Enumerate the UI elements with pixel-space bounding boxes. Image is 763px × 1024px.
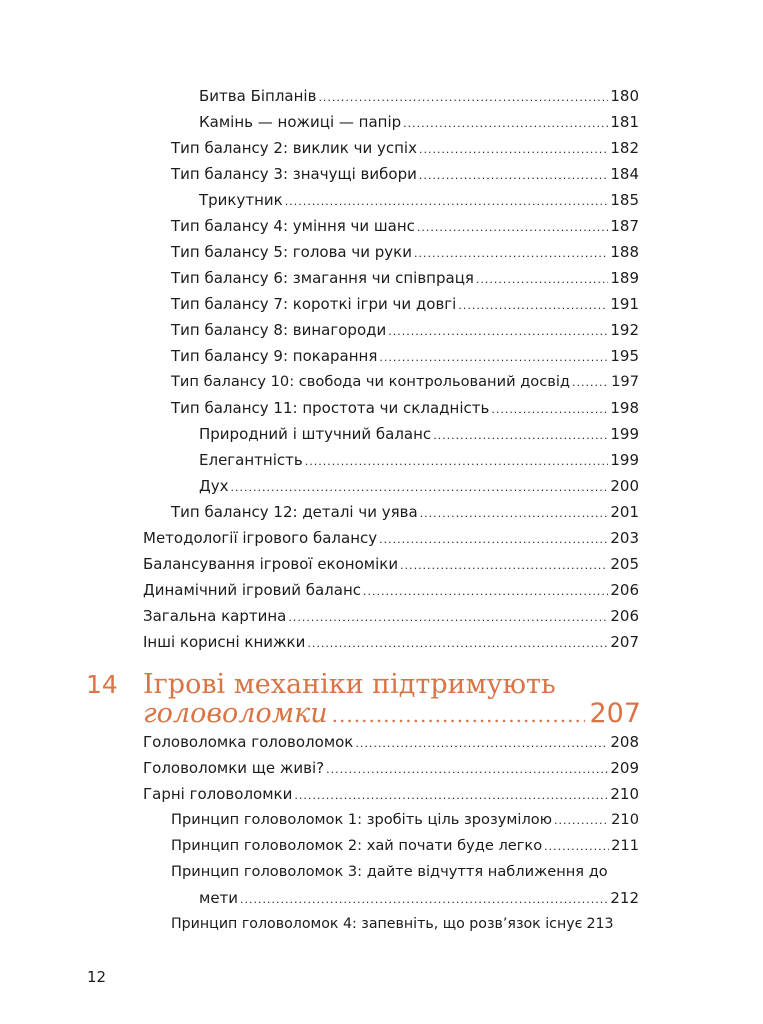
toc-entry-title: Головоломка головоломок (143, 733, 354, 751)
dot-leader (288, 605, 608, 631)
chapter-title-line2: головоломки (143, 698, 328, 729)
toc-entry-title: Тип балансу 6: змагання чи співпраця (171, 269, 474, 287)
toc-entry[interactable] (199, 473, 639, 499)
toc-entry-page: 200 (610, 477, 639, 495)
toc-entry-title: Битва Біпланів (199, 87, 317, 105)
toc-entry-title: Камінь — ножиці — папір (199, 113, 402, 131)
toc-entry-title: Тип балансу 4: уміння чи шанс (171, 217, 415, 235)
dot-leader (544, 834, 609, 860)
toc-entry-title: Тип балансу 3: значущі вибори (171, 165, 417, 183)
toc-entry-page: 185 (610, 191, 639, 209)
dot-leader (400, 553, 608, 579)
toc-entry-title: Тип балансу 5: голова чи руки (171, 243, 412, 261)
toc-entry-page: 208 (610, 733, 639, 751)
toc-entry[interactable] (171, 807, 639, 833)
toc-entry[interactable] (143, 755, 639, 781)
dot-leader (240, 887, 608, 913)
toc-entry[interactable] (171, 499, 639, 525)
toc-entry[interactable] (171, 239, 639, 265)
toc-entry-title: Загальна картина (143, 607, 287, 625)
chapter-title-line1: Ігрові механіки підтримують (143, 669, 556, 700)
dot-leader (363, 579, 608, 605)
chapter-page: 207 (589, 698, 641, 729)
toc-entry-page: 213 (586, 916, 614, 932)
page-number: 12 (87, 968, 107, 986)
toc-entry[interactable] (143, 525, 639, 551)
toc-entry-title: Тип балансу 12: деталі чи уява (171, 503, 418, 521)
dot-leader (332, 699, 586, 731)
dot-leader (476, 267, 608, 293)
dot-leader (491, 397, 608, 423)
toc-entry[interactable] (171, 265, 639, 291)
toc-entry[interactable] (171, 833, 639, 859)
toc-entry[interactable] (171, 317, 639, 343)
toc-entry-title: Тип балансу 10: свобода чи контрольований досвід (171, 373, 570, 390)
dot-leader (230, 475, 608, 501)
toc-entry[interactable] (199, 187, 639, 213)
toc-entry[interactable] (171, 369, 639, 395)
dot-leader (307, 631, 608, 657)
toc-entry[interactable] (171, 395, 639, 421)
toc-entry-title: Тип балансу 8: винагороди (171, 321, 387, 339)
dot-leader (305, 449, 609, 475)
toc-entry[interactable] (143, 781, 639, 807)
toc-entry-title: Інші корисні книжки (143, 633, 306, 651)
toc-entry[interactable] (171, 911, 639, 937)
toc-entry-page: 197 (611, 373, 639, 390)
dot-leader (294, 783, 608, 809)
toc-entry-title: Тип балансу 11: простота чи складність (171, 399, 490, 417)
toc-entry-page: 187 (610, 217, 639, 235)
dot-leader (419, 137, 608, 163)
dot-leader (419, 163, 609, 189)
dot-leader (388, 319, 608, 345)
toc-entry-page: 195 (610, 347, 639, 365)
toc-entry-title: Головоломки ще живі? (143, 759, 325, 777)
toc-entry-title: Методології ігрового балансу (143, 529, 378, 547)
dot-leader (285, 189, 609, 215)
dot-leader (572, 370, 609, 396)
toc-entry-page: 205 (610, 555, 639, 573)
toc-entry[interactable] (199, 109, 639, 135)
toc-entry-page: 212 (610, 889, 639, 907)
toc-entry[interactable] (171, 291, 639, 317)
toc-entry[interactable] (171, 135, 639, 161)
toc-entry-page: 184 (610, 165, 639, 183)
toc-entry-page: 209 (610, 759, 639, 777)
toc-entry-title: Елегантність (199, 451, 303, 469)
toc-entry-title: Гарні головоломки (143, 785, 293, 803)
toc-entry[interactable] (143, 629, 639, 655)
toc-entry[interactable] (171, 161, 639, 187)
dot-leader (403, 111, 608, 137)
toc-entry-page: 210 (611, 811, 639, 828)
toc-entry-page: 203 (610, 529, 639, 547)
toc-entry-title: Дух (199, 477, 229, 495)
toc-entry[interactable] (171, 343, 639, 369)
toc-entry-title: Тип балансу 7: короткі ігри чи довгі (171, 295, 457, 313)
chapter-title-line2-row (143, 698, 641, 731)
toc-entry-page: 210 (610, 785, 639, 803)
toc-entry-title: Природний і штучний баланс (199, 425, 432, 443)
toc-entry-page: 206 (610, 607, 639, 625)
dot-leader (326, 757, 608, 783)
toc-entry-page: 201 (610, 503, 639, 521)
dot-leader (379, 527, 608, 553)
toc-entry-page: 199 (610, 451, 639, 469)
dot-leader (458, 293, 608, 319)
toc-entry-page: 211 (611, 837, 639, 854)
toc-entry-title: Принцип головоломок 4: запевніть, що розв’язок існує (171, 916, 583, 932)
toc-entry[interactable] (199, 421, 639, 447)
toc-entry[interactable] (199, 447, 639, 473)
toc-entry-page: 180 (610, 87, 639, 105)
toc-entry-page: 182 (610, 139, 639, 157)
dot-leader (414, 241, 608, 267)
toc-entry-title: Трикутник (199, 191, 283, 209)
toc-entry[interactable] (199, 83, 639, 109)
dot-leader (420, 501, 609, 527)
toc-entry-title: Принцип головоломок 2: хай почати буде легко (171, 837, 543, 854)
toc-entry[interactable] (143, 577, 639, 603)
toc-entry[interactable] (143, 729, 639, 755)
dot-leader (554, 808, 609, 834)
toc-entry[interactable] (171, 213, 639, 239)
toc-entry-page: 206 (610, 581, 639, 599)
toc-entry-page: 192 (610, 321, 639, 339)
toc-entry[interactable] (199, 885, 639, 911)
toc-entry-page: 188 (610, 243, 639, 261)
dot-leader (379, 345, 608, 371)
toc-entry[interactable] (143, 551, 639, 577)
toc-entry-page: 207 (610, 633, 639, 651)
chapter-number: 14 (86, 670, 118, 699)
toc-entry-page: 191 (610, 295, 639, 313)
toc-entry-title: Тип балансу 2: виклик чи успіх (171, 139, 417, 157)
dot-leader (355, 731, 608, 757)
toc-entry-page: 189 (610, 269, 639, 287)
toc-entry-title: Динамічний ігровий баланс (143, 581, 362, 599)
toc-entry-page: 198 (610, 399, 639, 417)
toc-entry-page: 199 (610, 425, 639, 443)
dot-leader (417, 215, 608, 241)
toc-entry-title-continuation: мети (199, 889, 239, 907)
toc-entry-page: 181 (610, 113, 639, 131)
toc-entry-title-wrapped[interactable]: Принцип головоломок 3: дайте відчуття наближення до (171, 863, 608, 880)
toc-entry-title: Тип балансу 9: покарання (171, 347, 378, 365)
toc-entry[interactable] (143, 603, 639, 629)
toc-entry-title: Балансування ігрової економіки (143, 555, 399, 573)
toc-entry-title: Принцип головоломок 1: зробіть ціль зрозумілою (171, 811, 552, 828)
dot-leader (433, 423, 608, 449)
dot-leader (318, 85, 608, 111)
